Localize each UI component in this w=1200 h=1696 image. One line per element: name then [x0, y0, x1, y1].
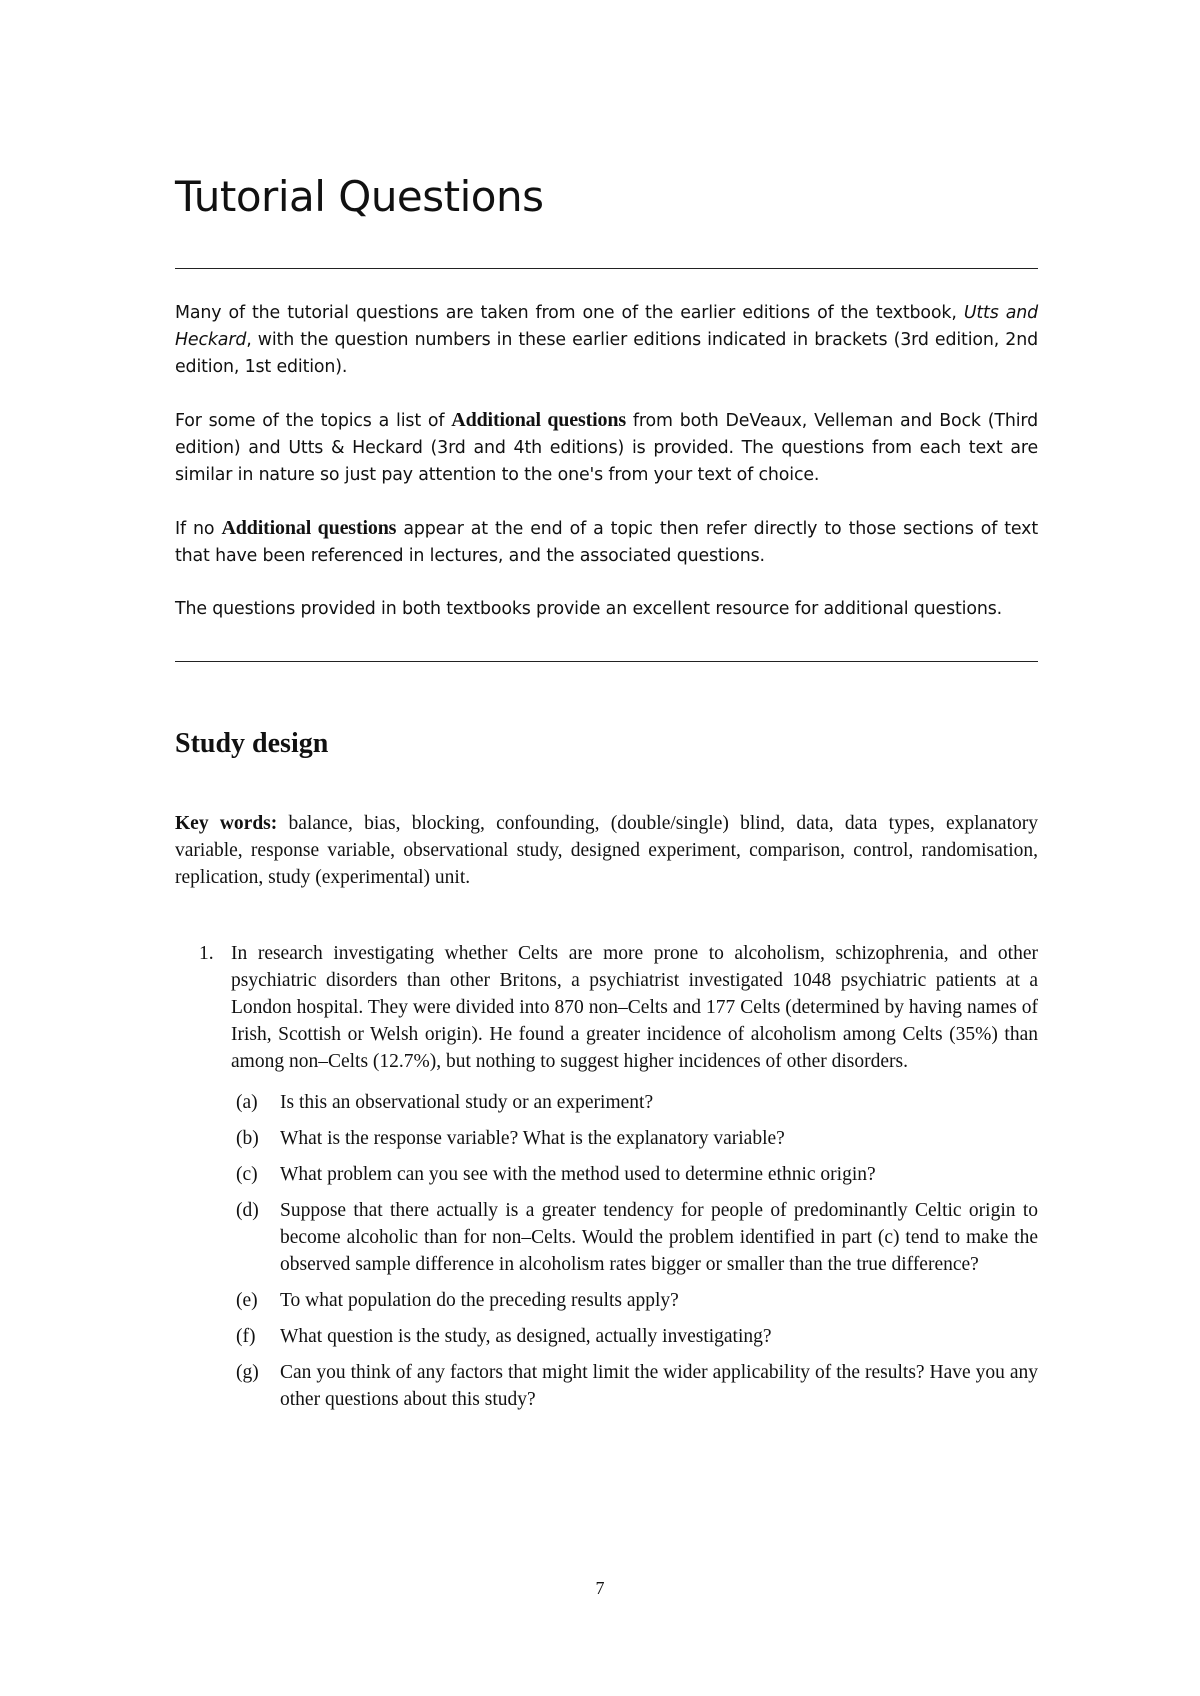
part-label: (d)	[236, 1200, 259, 1221]
key-words-list: balance, bias, blocking, confounding, (double/single) blind, data, data types, explanatory variable, response variable, observational study, designed experiment, comparison, control, randomisation, replication, study (experimental) unit.	[175, 813, 1038, 888]
question-part-g	[175, 1359, 1038, 1413]
part-label: (a)	[236, 1092, 258, 1113]
intro-p3-bold: Additional questions	[221, 517, 397, 539]
question-part-e	[175, 1287, 1038, 1314]
question-parts	[175, 1089, 1038, 1413]
key-words-label: Key words:	[175, 813, 278, 834]
bottom-divider	[175, 661, 1038, 662]
intro-paragraph-3	[175, 515, 1038, 570]
section-heading: Study design	[175, 728, 329, 759]
question-1	[175, 940, 1038, 1422]
part-label: (b)	[236, 1128, 259, 1149]
intro-p3-before: If no	[175, 519, 222, 539]
intro-p1-after: , with the question numbers in these earlier editions indicated in brackets (3rd edition, 2nd edition, 1st edition).	[175, 330, 1038, 377]
question-part-b	[175, 1125, 1038, 1152]
page-number: 7	[595, 1578, 605, 1598]
question-part-d	[175, 1197, 1038, 1278]
part-label: (f)	[236, 1326, 256, 1347]
question-part-c	[175, 1161, 1038, 1188]
intro-p3-after: appear at the end of a topic then refer directly to those sections of text that have been referenced in lectures, and the associated questions.	[175, 519, 1038, 566]
question-text: In research investigating whether Celts are more prone to alcoholism, schizophrenia, and other psychiatric disorders than other Britons, a psychiatrist investigated 1048 psychiatric patients at a London hospital. They were divided into 870 non–Celts and 177 Celts (determined by having names of Irish, Scottish or Welsh origin). He found a greater incidence of alcoholism among Celts (35%) than among non–Celts (12.7%), but nothing to suggest higher incidences of other disorders.	[231, 943, 1038, 1072]
part-text: What problem can you see with the method used to determine ethnic origin?	[280, 1164, 876, 1185]
part-text: To what population do the preceding results apply?	[280, 1290, 679, 1311]
intro-section	[175, 300, 1038, 649]
part-text: Can you think of any factors that might limit the wider applicability of the results? Have you any other questions about this study?	[280, 1362, 1038, 1410]
question-part-a	[175, 1089, 1038, 1116]
top-divider	[175, 268, 1038, 269]
question-part-f	[175, 1323, 1038, 1350]
intro-paragraph-1	[175, 300, 1038, 381]
key-words-paragraph	[175, 810, 1038, 891]
part-label: (g)	[236, 1362, 259, 1383]
intro-p2-after: from both DeVeaux, Velleman and Bock (Third edition) and Utts & Heckard (3rd and 4th editions) is provided. The questions from each text are similar in nature so just pay attention to the one's from your text of choice.	[175, 411, 1038, 485]
intro-p1-before: Many of the tutorial questions are taken from one of the earlier editions of the textbook,	[175, 303, 964, 323]
part-text: Suppose that there actually is a greater tendency for people of predominantly Celtic origin to become alcoholic than for non–Celts. Would the problem identified in part (c) tend to make the observed sample difference in alcoholism rates bigger or smaller than the true difference?	[280, 1200, 1038, 1275]
intro-paragraph-4: The questions provided in both textbooks provide an excellent resource for additional questions.	[175, 599, 1003, 619]
question-number: 1.	[199, 943, 214, 964]
page-title: Tutorial Questions	[175, 172, 544, 221]
part-text: Is this an observational study or an experiment?	[280, 1092, 654, 1113]
part-text: What question is the study, as designed, actually investigating?	[280, 1326, 772, 1347]
part-text: What is the response variable? What is the explanatory variable?	[280, 1128, 785, 1149]
part-label: (e)	[236, 1290, 258, 1311]
intro-p2-before: For some of the topics a list of	[175, 411, 452, 431]
intro-paragraph-2	[175, 407, 1038, 489]
intro-p2-bold: Additional questions	[451, 409, 627, 431]
intro-p1-italic: Utts and Heckard	[175, 303, 1038, 350]
part-label: (c)	[236, 1164, 258, 1185]
